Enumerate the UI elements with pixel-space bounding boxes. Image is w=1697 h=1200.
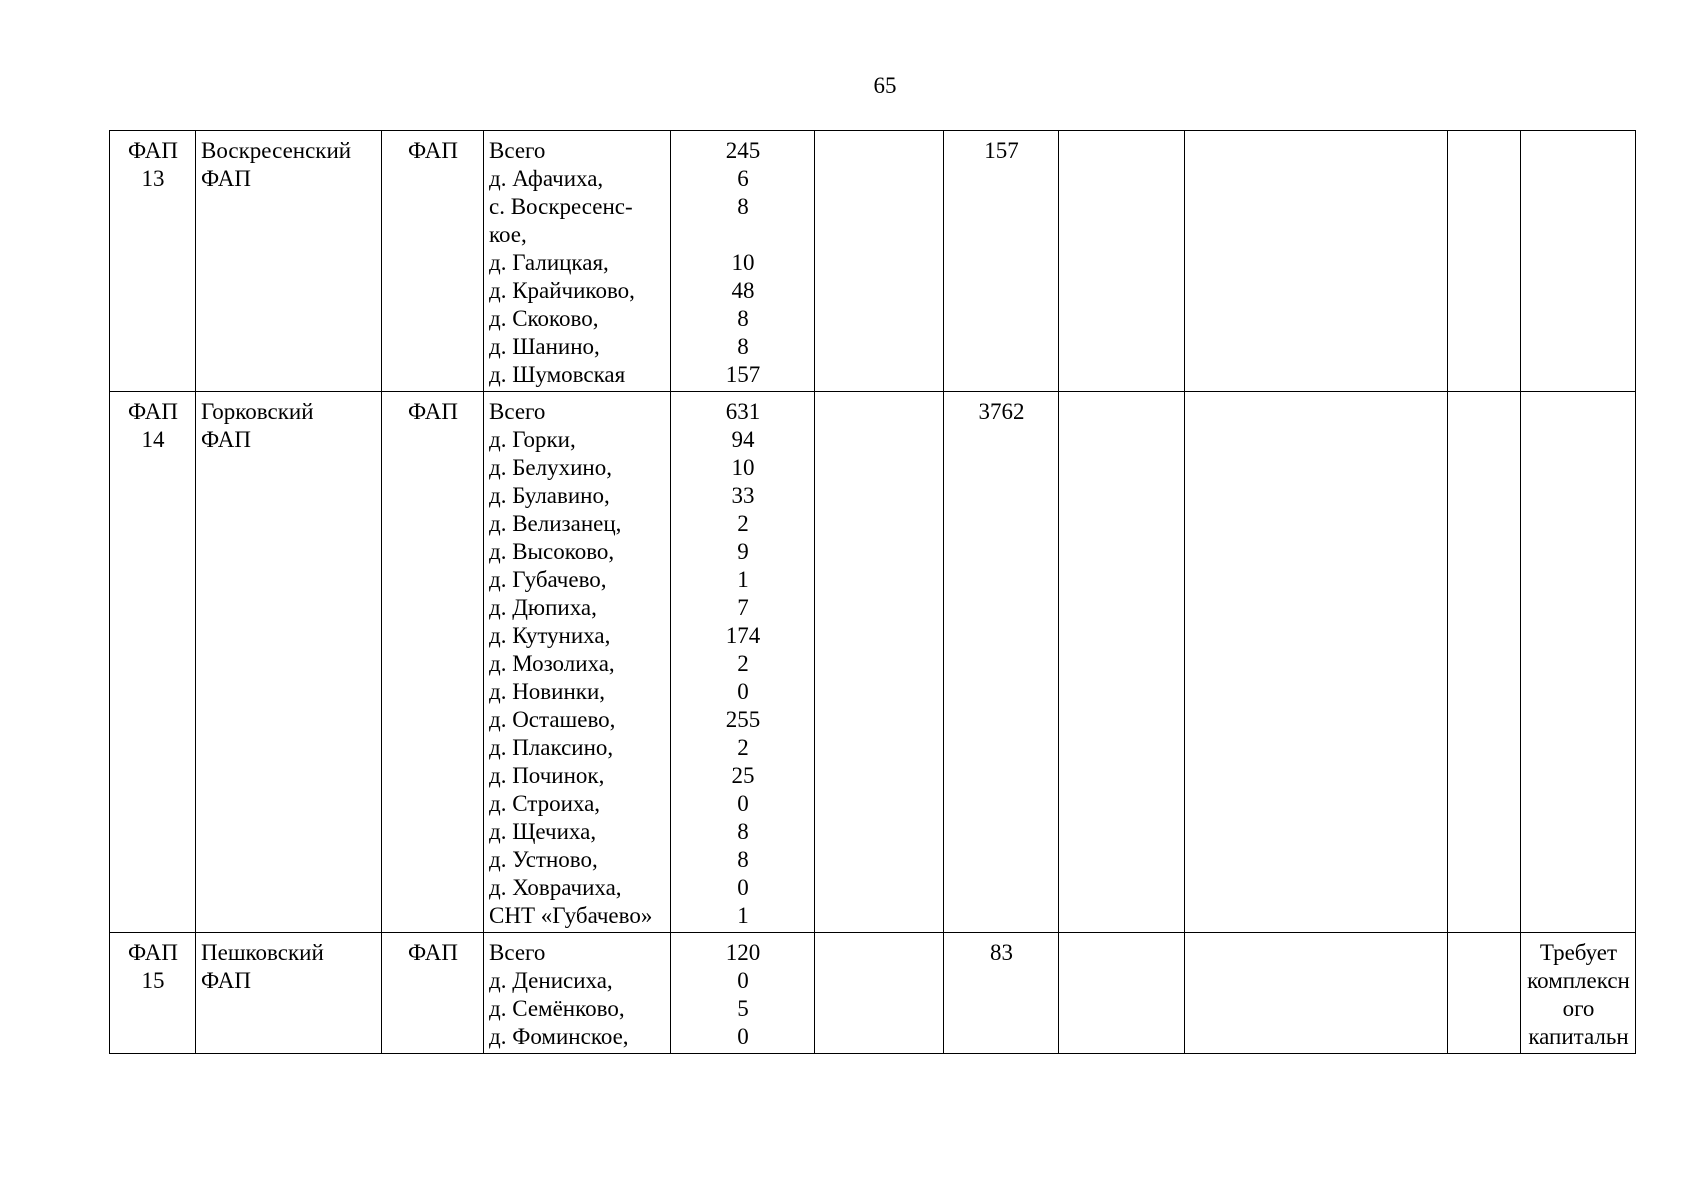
settlement-name: д. Щечиха, <box>489 819 597 844</box>
settlement-name: д. Шумовская <box>489 362 626 387</box>
settlements-cell <box>484 392 671 933</box>
facility-name-line: ФАП <box>201 427 251 452</box>
note-cell <box>1521 392 1636 933</box>
column-8-cell <box>1059 131 1185 392</box>
column-8-cell <box>1059 392 1185 933</box>
population-value: 120 <box>725 940 761 965</box>
settlement-name: д. Осташево, <box>489 707 616 732</box>
settlement-name: Всего <box>489 138 546 163</box>
settlement-name: д. Кутуниха, <box>489 623 611 648</box>
population-value: 25 <box>731 763 755 788</box>
population-value: 0 <box>737 791 749 816</box>
facility-name-line: Горковский <box>201 399 314 424</box>
settlement-name: д. Белухино, <box>489 455 612 480</box>
settlement-name: с. Воскресенс- <box>489 194 633 219</box>
settlement-name: д. Губачево, <box>489 567 607 592</box>
population-value: 48 <box>731 278 755 303</box>
facility-type-cell: ФАП <box>382 131 484 392</box>
facility-code-line: 13 <box>141 166 165 191</box>
settlements-cell <box>484 131 671 392</box>
note-cell <box>1521 131 1636 392</box>
note-cell <box>1521 933 1636 1054</box>
settlement-name: д. Строиха, <box>489 791 601 816</box>
population-value: 157 <box>725 362 761 387</box>
population-value: 8 <box>737 334 749 359</box>
table-row <box>110 392 1636 933</box>
settlements-cell <box>484 933 671 1054</box>
population-cell <box>671 392 815 933</box>
population-value: 10 <box>731 250 755 275</box>
facility-code-line: ФАП <box>128 399 178 424</box>
column-9-cell <box>1185 933 1448 1054</box>
facility-code-cell <box>110 392 196 933</box>
column-6-cell <box>815 131 944 392</box>
facility-code-line: ФАП <box>128 940 178 965</box>
column-7-cell: 83 <box>944 933 1059 1054</box>
population-value: 2 <box>737 651 749 676</box>
population-value: 33 <box>731 483 755 508</box>
population-value: 94 <box>731 427 755 452</box>
facility-name-cell <box>196 392 382 933</box>
settlement-name: д. Высоково, <box>489 539 615 564</box>
settlement-name: д. Плаксино, <box>489 735 614 760</box>
note-line: Требует <box>1539 940 1618 965</box>
facility-type-cell: ФАП <box>382 933 484 1054</box>
column-10-cell <box>1448 392 1521 933</box>
facility-code-cell <box>110 131 196 392</box>
settlement-name: Всего <box>489 399 546 424</box>
facility-code-cell <box>110 933 196 1054</box>
population-value: 7 <box>737 595 749 620</box>
note-line: ого <box>1562 996 1595 1021</box>
column-9-cell <box>1185 392 1448 933</box>
facility-type-cell: ФАП <box>382 392 484 933</box>
population-value: 6 <box>737 166 749 191</box>
population-cell <box>671 933 815 1054</box>
settlement-name: д. Фоминское, <box>489 1024 629 1049</box>
population-value: 2 <box>737 511 749 536</box>
settlement-name: Всего <box>489 940 546 965</box>
settlement-name: д. Ховрачиха, <box>489 875 622 900</box>
settlement-name: д. Денисиха, <box>489 968 613 993</box>
settlement-name: д. Дюпиха, <box>489 595 597 620</box>
population-value: 255 <box>725 707 761 732</box>
population-cell <box>671 131 815 392</box>
population-value: 8 <box>737 819 749 844</box>
facility-name-line: ФАП <box>201 166 251 191</box>
note-line: капитальн <box>1528 1024 1629 1049</box>
settlement-name: д. Устново, <box>489 847 598 872</box>
facilities-table <box>109 130 1636 1054</box>
population-value <box>676 221 810 249</box>
population-value: 5 <box>737 996 749 1021</box>
population-value: 245 <box>725 138 761 163</box>
table-row <box>110 131 1636 392</box>
column-8-cell <box>1059 933 1185 1054</box>
facility-name-cell <box>196 131 382 392</box>
column-6-cell <box>815 392 944 933</box>
column-9-cell <box>1185 131 1448 392</box>
population-value: 1 <box>737 567 749 592</box>
facility-code-line: ФАП <box>128 138 178 163</box>
facility-code-line: 14 <box>141 427 165 452</box>
population-value: 8 <box>737 306 749 331</box>
facility-name-cell <box>196 933 382 1054</box>
table-row <box>110 933 1636 1054</box>
settlement-name: д. Крайчиково, <box>489 278 635 303</box>
column-6-cell <box>815 933 944 1054</box>
column-10-cell <box>1448 933 1521 1054</box>
column-7-cell: 157 <box>944 131 1059 392</box>
population-value: 9 <box>737 539 749 564</box>
facility-code-line: 15 <box>141 968 165 993</box>
population-value: 174 <box>725 623 761 648</box>
population-value: 10 <box>731 455 755 480</box>
facility-name-line: Воскресенский <box>201 138 352 163</box>
settlement-name: д. Велизанец, <box>489 511 622 536</box>
facility-name-line: ФАП <box>201 968 251 993</box>
population-value: 0 <box>737 875 749 900</box>
settlement-name: кое, <box>489 222 527 247</box>
table-body <box>110 131 1636 1054</box>
settlement-name: д. Галицкая, <box>489 250 609 275</box>
population-value: 0 <box>737 1024 749 1049</box>
population-value: 0 <box>737 968 749 993</box>
settlement-name: д. Мозолиха, <box>489 651 615 676</box>
settlement-name: д. Булавино, <box>489 483 610 508</box>
settlement-name: д. Починок, <box>489 763 605 788</box>
population-value: 8 <box>737 847 749 872</box>
settlement-name: д. Горки, <box>489 427 576 452</box>
note-line: комплексн <box>1527 968 1630 993</box>
population-value: 0 <box>737 679 749 704</box>
settlement-name: д. Афачиха, <box>489 166 604 191</box>
settlement-name: д. Семёнково, <box>489 996 625 1021</box>
population-value: 8 <box>737 194 749 219</box>
settlement-name: д. Шанино, <box>489 334 600 359</box>
page-number: 65 <box>873 73 897 98</box>
settlement-name: СНТ «Губачево» <box>489 903 653 928</box>
population-value: 2 <box>737 735 749 760</box>
settlement-name: д. Новинки, <box>489 679 606 704</box>
facility-name-line: Пешковский <box>201 940 324 965</box>
population-value: 631 <box>725 399 761 424</box>
population-value: 1 <box>737 903 749 928</box>
settlement-name: д. Скоково, <box>489 306 599 331</box>
column-10-cell <box>1448 131 1521 392</box>
column-7-cell: 3762 <box>944 392 1059 933</box>
